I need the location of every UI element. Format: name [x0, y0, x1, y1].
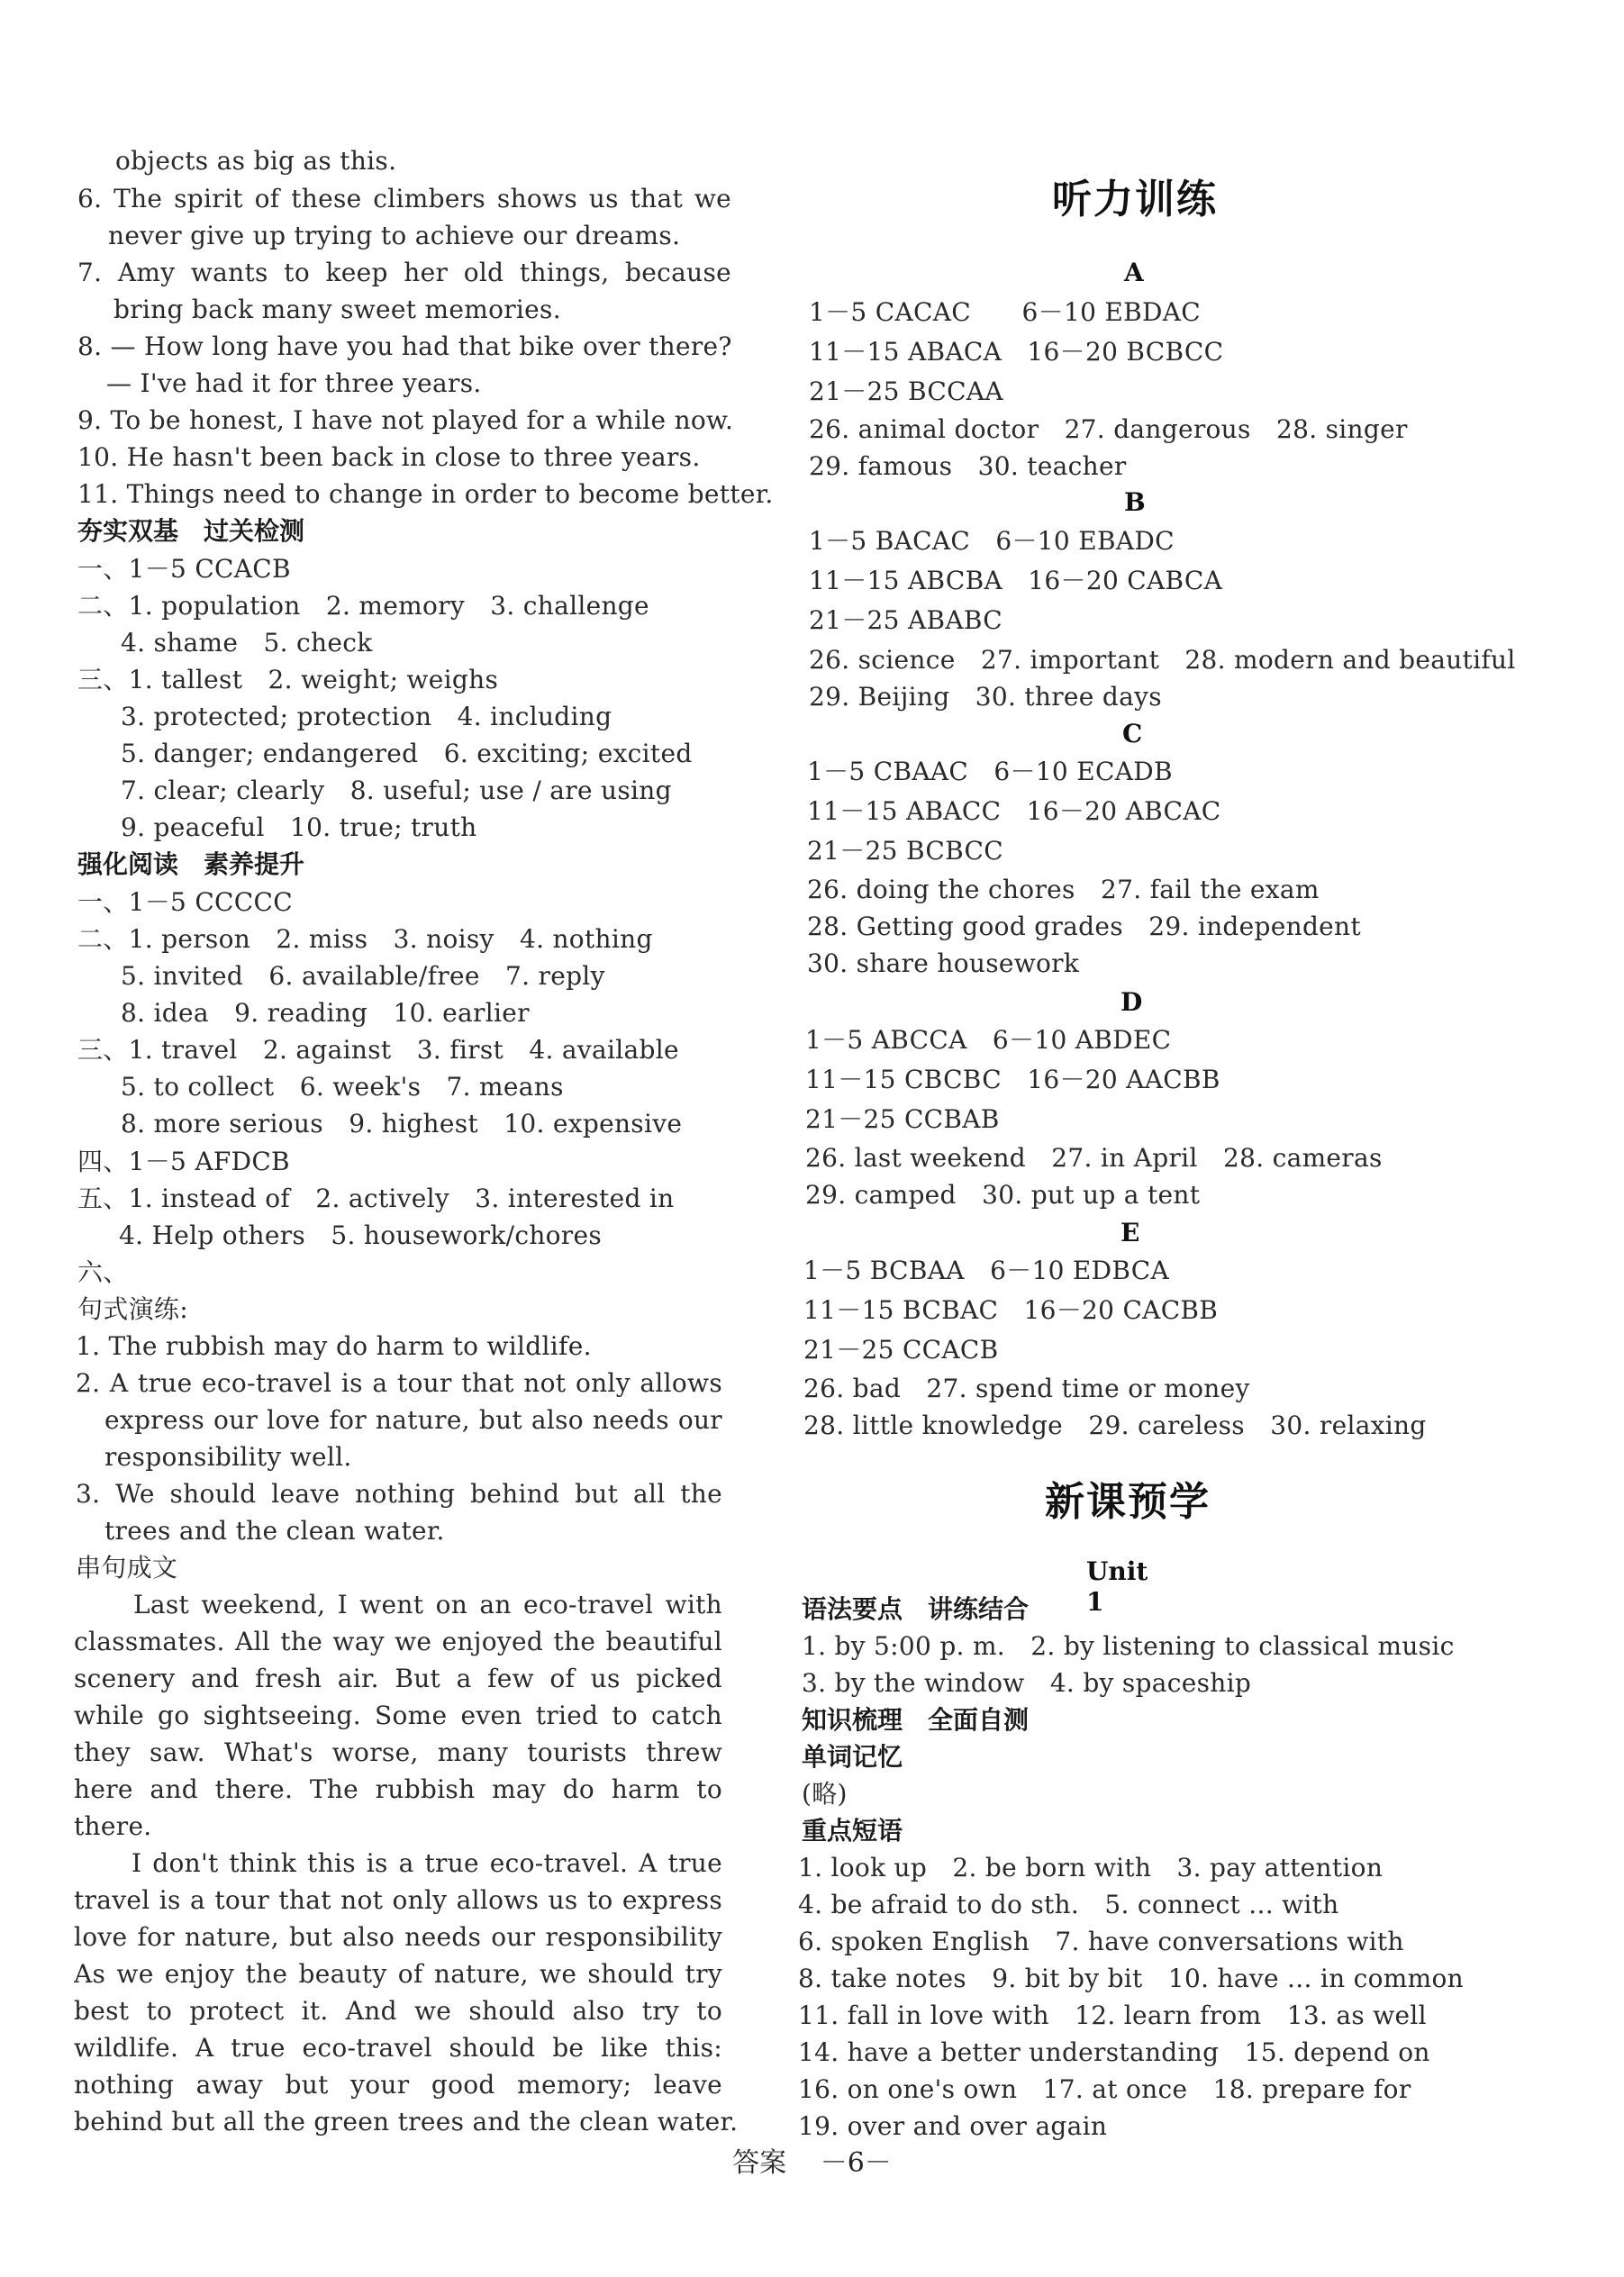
text-line: 二、1. person 2. miss 3. noisy 4. nothing — [77, 924, 653, 954]
text-line: 10. He hasn't been back in close to three years. — [77, 442, 701, 472]
text-line: 1. The rubbish may do harm to wildlife. — [76, 1331, 592, 1361]
footer-label: 答案 — [732, 2147, 787, 2179]
text-line: 一、1－5 CCACB — [77, 554, 291, 584]
text-line: trees and the clean water. — [104, 1516, 445, 1546]
section-title-listening: 听力训练 — [1052, 177, 1218, 222]
group-letter: A — [1124, 258, 1144, 287]
text-line: 二、1. population 2. memory 3. challenge — [77, 591, 649, 621]
answer-line: 21－25 BCCAA — [809, 376, 1003, 406]
answer-line: 29. camped 30. put up a tent — [805, 1180, 1201, 1210]
answer-line: 26. animal doctor 27. dangerous 28. singer — [809, 414, 1408, 444]
text-line: 5. to collect 6. week's 7. means — [121, 1072, 564, 1102]
section-heading: 强化阅读 素养提升 — [77, 849, 305, 879]
section-heading: 夯实双基 过关检测 — [77, 516, 305, 546]
text-line: 16. on one's own 17. at once 18. prepare for — [798, 2074, 1411, 2104]
section-heading: 知识梳理 全面自测 — [802, 1705, 1030, 1735]
text-line: 19. over and over again — [798, 2111, 1108, 2141]
text-line: 4. shame 5. check — [121, 628, 373, 658]
text-line: 6. spoken English 7. have conversations with — [798, 1927, 1404, 1956]
section-heading: 单词记忆 — [802, 1742, 903, 1772]
answer-line: 21－25 BCBCC — [807, 836, 1003, 866]
answer-line: 11－15 ABACA 16－20 BCBCC — [809, 337, 1224, 367]
page-number: －6－ — [820, 2147, 892, 2179]
text-line: travel is a tour that not only allows us to express — [74, 1885, 722, 1915]
answer-line: 11－15 ABCBA 16－20 CABCA — [809, 566, 1223, 595]
answer-line: 1－5 BCBAA 6－10 EDBCA — [803, 1256, 1170, 1285]
text-line: 3. by the window 4. by spaceship — [802, 1668, 1252, 1698]
text-line: 句式演练: — [77, 1294, 188, 1324]
text-line: (略) — [802, 1779, 848, 1809]
answer-line: 26. science 27. important 28. modern and beautiful — [809, 645, 1516, 675]
text-line: — I've had it for three years. — [106, 368, 482, 398]
answer-line: 26. doing the chores 27. fail the exam — [807, 875, 1320, 904]
text-line: 8. — How long have you had that bike over there? — [77, 331, 732, 361]
answer-line: 1－5 CACAC 6－10 EBDAC — [809, 297, 1201, 327]
answer-line: 21－25 CCACB — [803, 1335, 999, 1365]
text-line: best to protect it. And we should also try to — [74, 1996, 722, 2026]
text-line: while go sightseeing. Some even tried to catch — [74, 1701, 722, 1730]
section-title-preview: 新课预学 — [1045, 1479, 1211, 1525]
group-letter: D — [1120, 987, 1143, 1017]
answer-line: 11－15 BCBAC 16－20 CACBB — [803, 1295, 1219, 1325]
text-line: 4. Help others 5. housework/chores — [119, 1220, 603, 1250]
text-line: 7. Amy wants to keep her old things, because — [77, 258, 731, 287]
text-line: bring back many sweet memories. — [113, 295, 561, 324]
text-line: 5. danger; endangered 6. exciting; excited — [121, 739, 693, 768]
text-line: 11. Things need to change in order to become better. — [77, 479, 774, 509]
text-line: 4. be afraid to do sth. 5. connect ... with — [798, 1890, 1339, 1919]
answer-line: 1－5 ABCCA 6－10 ABDEC — [805, 1025, 1172, 1055]
text-line: 串句成文 — [76, 1553, 178, 1583]
group-letter: C — [1122, 719, 1143, 748]
text-line: 9. peaceful 10. true; truth — [121, 812, 477, 842]
text-line: 6. The spirit of these climbers shows us that we — [77, 184, 731, 213]
text-line: 1. look up 2. be born with 3. pay attention — [798, 1853, 1384, 1882]
text-line: nothing away but your good memory; leave — [74, 2070, 722, 2100]
text-line: there. — [74, 1811, 152, 1841]
text-line: 3. protected; protection 4. including — [121, 702, 612, 731]
text-line: objects as big as this. — [115, 146, 397, 176]
answer-line: 26. last weekend 27. in April 28. cameras — [805, 1143, 1383, 1173]
group-letter: E — [1120, 1218, 1140, 1247]
text-line: 11. fall in love with 12. learn from 13. as well — [798, 2000, 1427, 2030]
section-heading: 重点短语 — [802, 1816, 903, 1846]
text-line: never give up trying to achieve our dreams. — [108, 221, 681, 250]
text-line: 9. To be honest, I have not played for a while now. — [77, 405, 734, 435]
group-letter: B — [1124, 487, 1146, 517]
text-line: they saw. What's worse, many tourists threw — [74, 1737, 722, 1767]
answer-line: 26. bad 27. spend time or money — [803, 1374, 1250, 1403]
text-line: here and there. The rubbish may do harm to — [74, 1774, 722, 1804]
answer-line: 11－15 ABACC 16－20 ABCAC — [807, 796, 1221, 826]
answer-line: 21－25 ABABC — [809, 605, 1003, 635]
answer-line: 21－25 CCBAB — [805, 1104, 1000, 1134]
answer-line: 29. famous 30. teacher — [809, 451, 1127, 481]
text-line: 一、1－5 CCCCC — [77, 887, 293, 917]
text-line: 三、1. travel 2. against 3. first 4. available — [77, 1035, 679, 1065]
text-line: wildlife. A true eco-travel should be like this: — [74, 2033, 722, 2063]
text-line: behind but all the green trees and the clean water. — [74, 2107, 739, 2136]
text-line: 8. more serious 9. highest 10. expensive — [121, 1109, 683, 1138]
answer-line: 11－15 CBCBC 16－20 AACBB — [805, 1065, 1220, 1094]
answer-line: 1－5 CBAAC 6－10 ECADB — [807, 757, 1173, 786]
answer-line: 28. Getting good grades 29. independent — [807, 912, 1361, 941]
answer-line: 30. share housework — [807, 948, 1080, 978]
answer-line: 29. Beijing 30. three days — [809, 682, 1162, 712]
unit-heading: Unit 1 — [1086, 1556, 1148, 1617]
text-line: 三、1. tallest 2. weight; weighs — [77, 665, 499, 694]
text-line: 四、1－5 AFDCB — [77, 1147, 290, 1176]
text-line: Last weekend, I went on an eco-travel with — [133, 1590, 722, 1619]
page-footer — [0, 2145, 1624, 2182]
text-line: 8. idea 9. reading 10. earlier — [121, 998, 530, 1028]
text-line: I don't think this is a true eco-travel. A true — [132, 1848, 722, 1878]
text-line: 8. take notes 9. bit by bit 10. have ... in common — [798, 1964, 1464, 1993]
text-line: 六、 — [77, 1257, 129, 1287]
text-line: 5. invited 6. available/free 7. reply — [121, 961, 605, 991]
section-heading: 语法要点 讲练结合 — [802, 1594, 1030, 1624]
text-line: 2. A true eco-travel is a tour that not only allows — [76, 1368, 722, 1398]
text-line: express our love for nature, but also needs our — [104, 1405, 722, 1435]
text-line: responsibility well. — [104, 1442, 352, 1472]
text-line: 14. have a better understanding 15. depend on — [798, 2037, 1430, 2067]
text-line: love for nature, but also needs our responsibility — [74, 1922, 722, 1952]
text-line: 1. by 5:00 p. m. 2. by listening to classical music — [802, 1631, 1455, 1661]
text-line: classmates. All the way we enjoyed the beautiful — [74, 1627, 722, 1656]
text-line: 3. We should leave nothing behind but all the — [76, 1479, 722, 1509]
text-line: 五、1. instead of 2. actively 3. interested in — [77, 1184, 675, 1213]
text-line: scenery and fresh air. But a few of us picked — [74, 1664, 722, 1693]
answer-line: 28. little knowledge 29. careless 30. relaxing — [803, 1411, 1427, 1440]
text-line: As we enjoy the beauty of nature, we should try — [74, 1959, 722, 1989]
answer-line: 1－5 BACAC 6－10 EBADC — [809, 526, 1175, 556]
text-line: 7. clear; clearly 8. useful; use / are using — [121, 776, 672, 805]
